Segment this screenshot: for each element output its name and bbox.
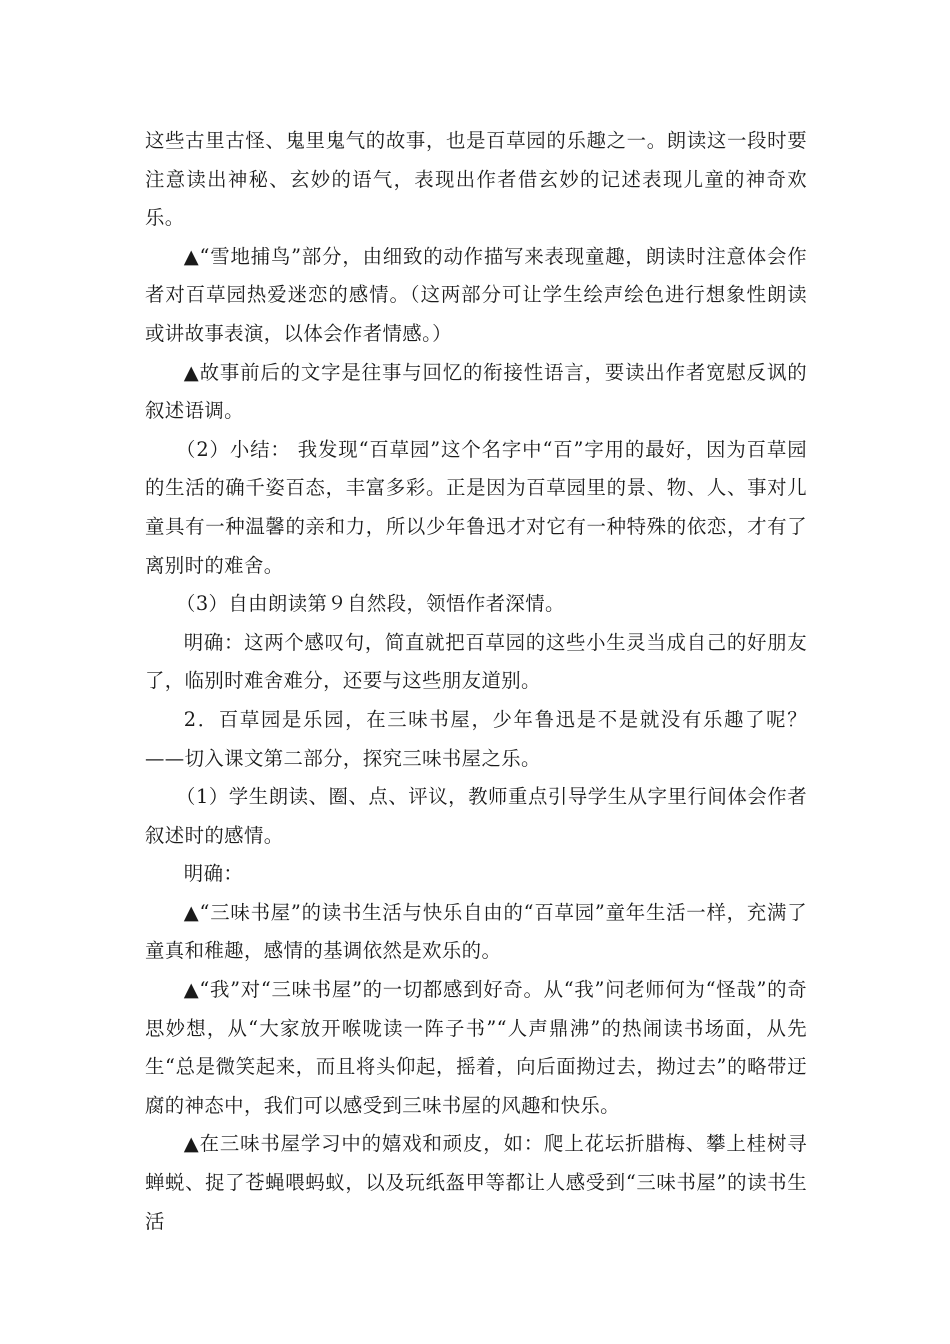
paragraph-clarification-exclamations: 明确：这两个感叹句，简直就把百草园的这些小生灵当成自己的好朋友了，临别时难舍难分，还要与这些朋友道别。: [145, 630, 807, 693]
paragraph-student-reading: （1）学生朗读、圈、点、评议，教师重点引导学生从字里行间体会作者叙述时的感情。: [145, 785, 807, 847]
paragraph-summary: （2）小结： 我发现“百草园”这个名字中“百”字用的最好，因为百草园的生活的确千姿百态，丰富多彩。正是因为百草园里的景、物、人、事对儿童具有一种温馨的亲和力，所以少年鲁迅才对它有一种特殊的依恋，才有了离别时的难舍。: [145, 437, 807, 577]
paragraph-ghost-stories: 这些古里古怪、鬼里鬼气的故事，也是百草园的乐趣之一。朗读这一段时要注意读出神秘、玄妙的语气，表现出作者借玄妙的记述表现儿童的神奇欢乐。: [145, 129, 807, 230]
paragraph-curiosity: ▲“我”对“三味书屋”的一切都感到好奇。从“我”问老师何为“怪哉”的奇思妙想，从“大家放开喉咙读一阵子书”“人声鼎沸”的热闹读书场面，从先生“总是微笑起来，而且将头仰起，摇着，向后面拗过去，拗过去”的略带迂腐的神态中，我们可以感受到三味书屋的风趣和快乐。: [145, 978, 807, 1117]
document-body: [145, 122, 807, 1241]
paragraph-snow-bird-catching: ▲“雪地捕鸟”部分，由细致的动作描写来表现童趣，朗读时注意体会作者对百草园热爱迷恋的感情。（这两部分可让学生绘声绘色进行想象性朗读或讲故事表演，以体会作者情感。）: [145, 244, 807, 345]
paragraph-sanwei-question: 2．百草园是乐园，在三味书屋，少年鲁迅是不是就没有乐趣了呢？——切入课文第二部分，探究三味书屋之乐。: [145, 707, 807, 770]
paragraph-clarification-label: 明确：: [183, 862, 244, 886]
paragraph-sanwei-childhood: ▲“三味书屋”的读书生活与快乐自由的“百草园”童年生活一样，充满了童真和稚趣，感情的基调依然是欢乐的。: [145, 900, 807, 963]
paragraph-playfulness: ▲在三味书屋学习中的嬉戏和顽皮，如：爬上花坛折腊梅、攀上桂树寻蝉蜕、捉了苍蝇喂蚂蚁，以及玩纸盔甲等都让人感受到“三味书屋”的读书生活: [145, 1132, 807, 1233]
paragraph-free-reading: （3）自由朗读第９自然段，领悟作者深情。: [176, 592, 565, 616]
paragraph-transition-language: ▲故事前后的文字是往事与回忆的衔接性语言，要读出作者宽慰反讽的叙述语调。: [145, 360, 807, 423]
